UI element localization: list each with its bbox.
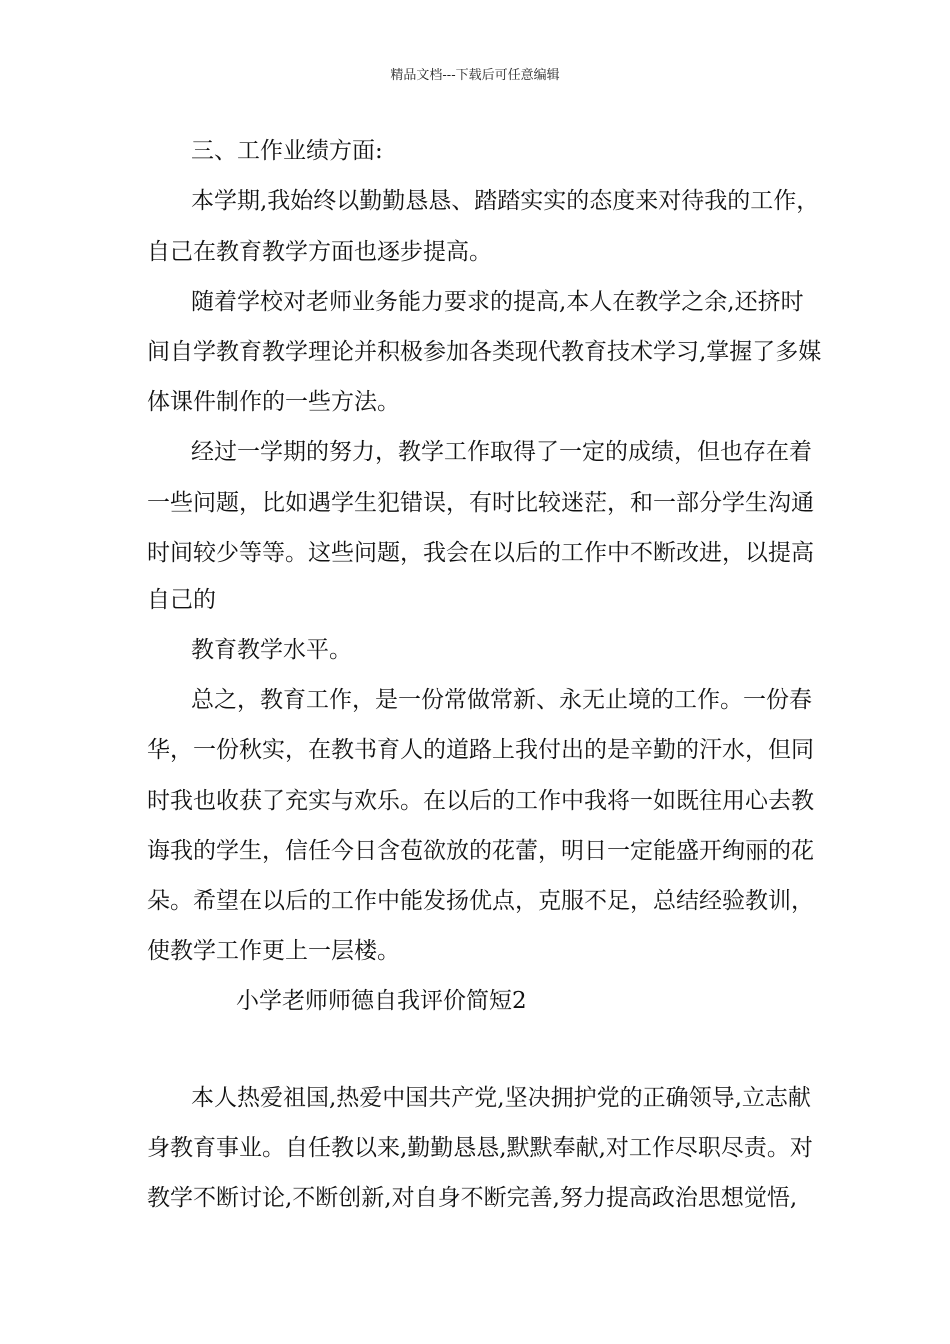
paragraph-line: 间自学教育教学理论并积极参加各类现代教育技术学习,掌握了多媒 (147, 339, 822, 365)
paragraph-line: 自己的 (147, 587, 216, 613)
paragraph-line: 本学期,我始终以勤勤恳恳、踏踏实实的态度来对待我的工作， (191, 188, 820, 214)
paragraph-line: 自己在教育教学方面也逐步提高。 (147, 239, 492, 265)
paragraph-line: 教育教学水平。 (191, 637, 352, 663)
paragraph-line: 随着学校对老师业务能力要求的提高,本人在教学之余,还挤时 (191, 289, 804, 315)
paragraph-line: 使教学工作更上一层楼。 (147, 938, 400, 964)
paragraph-line: 体课件制作的一些方法。 (147, 389, 400, 415)
paragraph-line: 诲我的学生，信任今日含苞欲放的花蕾，明日一定能盛开绚丽的花 (147, 838, 814, 864)
paragraph-line: 朵。希望在以后的工作中能发扬优点，克服不足，总结经验教训， (147, 888, 814, 914)
paragraph-line: 华，一份秋实，在教书育人的道路上我付出的是辛勤的汗水，但同 (147, 737, 814, 763)
paragraph-line: 一些问题，比如遇学生犯错误，有时比较迷茫，和一部分学生沟通 (147, 490, 814, 516)
paragraph-line: 时间较少等等。这些问题，我会在以后的工作中不断改进，以提高 (147, 540, 814, 566)
paragraph-line: 经过一学期的努力，教学工作取得了一定的成绩，但也存在着 (191, 439, 812, 465)
section-heading: 三、工作业绩方面: (191, 138, 383, 164)
paragraph-line: 本人热爱祖国,热爱中国共产党,坚决拥护党的正确领导,立志献 (191, 1085, 811, 1111)
article-subtitle: 小学老师师德自我评价简短2 (236, 988, 527, 1014)
paragraph-line: 教学不断讨论,不断创新,对自身不断完善,努力提高政治思想觉悟, (147, 1185, 798, 1211)
paragraph-line: 身教育事业。自任教以来,勤勤恳恳,默默奉献,对工作尽职尽责。对 (147, 1135, 813, 1161)
paragraph-line: 时我也收获了充实与欢乐。在以后的工作中我将一如既往用心去教 (147, 788, 814, 814)
paragraph-line: 总之，教育工作，是一份常做常新、永无止境的工作。一份春 (191, 687, 812, 713)
page-header: 精品文档---下载后可任意编辑 (390, 68, 560, 83)
